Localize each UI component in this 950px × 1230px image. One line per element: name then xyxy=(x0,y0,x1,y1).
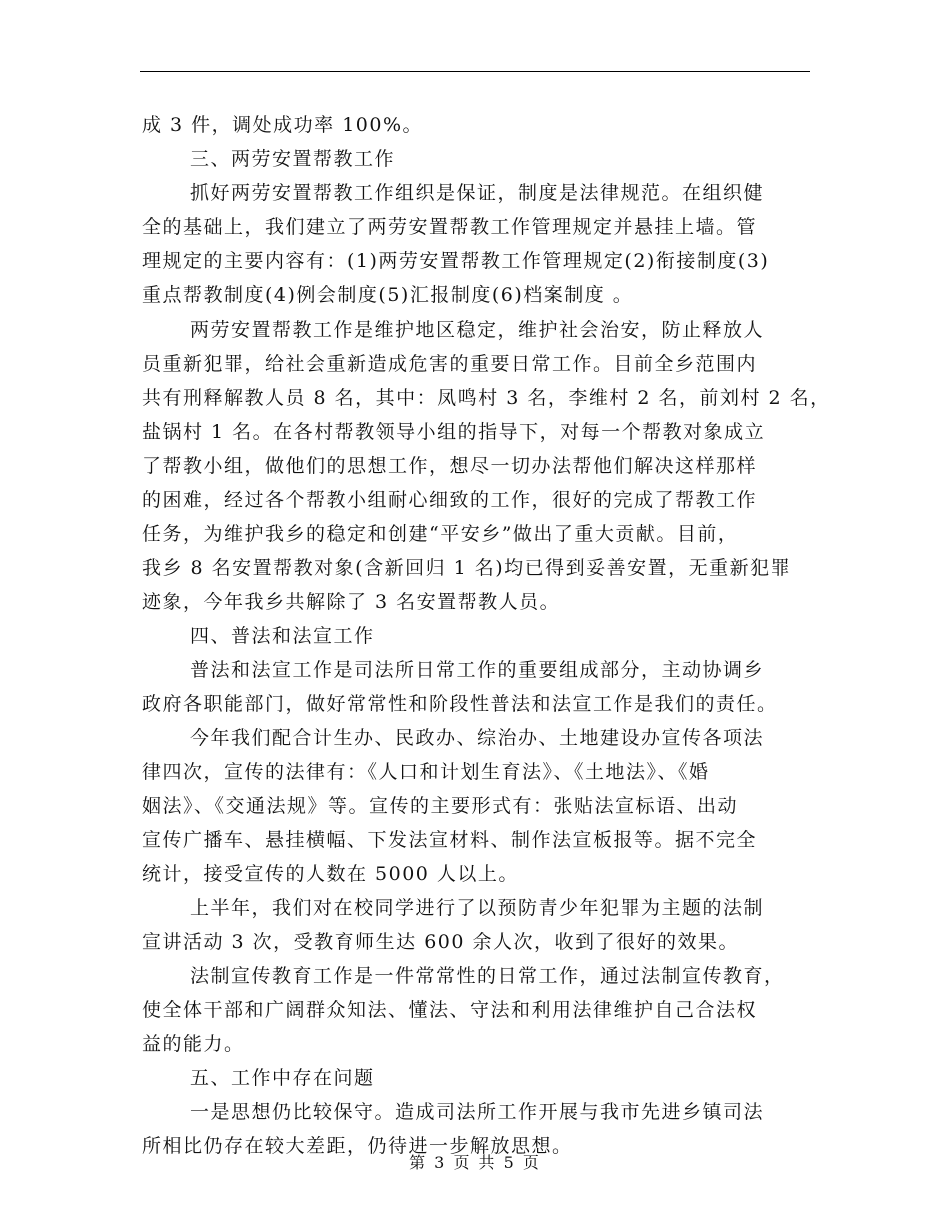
text-line: 共有刑释解教人员 8 名，其中：凤鸣村 3 名，李维村 2 名，前刘村 2 名， xyxy=(142,387,831,409)
text-line: 重点帮教制度(4)例会制度(5)汇报制度(6)档案制度 。 xyxy=(142,284,634,306)
text-line: 一是思想仍比较保守。造成司法所工作开展与我市先进乡镇司法 xyxy=(190,1101,765,1123)
text-line: 全的基础上，我们建立了两劳安置帮教工作管理规定并悬挂上墙。管 xyxy=(142,216,758,238)
section-heading: 三、两劳安置帮教工作 xyxy=(190,148,396,170)
text-line: 上半年，我们对在校同学进行了以预防青少年犯罪为主题的法制 xyxy=(190,897,765,919)
text-line: 普法和法宣工作是司法所日常工作的重要组成部分，主动协调乡 xyxy=(190,659,765,681)
text-line: 了帮教小组，做他们的思想工作，想尽一切办法帮他们解决这样那样 xyxy=(142,455,758,477)
text-line: 所相比仍存在较大差距，仍待进一步解放思想。 xyxy=(142,1135,573,1157)
text-line: 统计，接受宣传的人数在 5000 人以上。 xyxy=(142,863,519,885)
page-number: 第 3 页 共 5 页 xyxy=(409,1153,541,1172)
text-line: 姻法》、《交通法规》等。宣传的主要形式有：张贴法宣标语、出动 xyxy=(142,795,739,817)
text-line: 宣讲活动 3 次，受教育师生达 600 余人次，收到了很好的效果。 xyxy=(142,931,740,953)
section-heading: 五、工作中存在问题 xyxy=(190,1067,375,1089)
text-line: 理规定的主要内容有：(1)两劳安置帮教工作管理规定(2)衔接制度(3) xyxy=(142,250,770,272)
text-line: 的困难，经过各个帮教小组耐心细致的工作，很好的完成了帮教工作 xyxy=(142,489,758,511)
text-line: 盐锅村 1 名。在各村帮教领导小组的指导下，对每一个帮教对象成立 xyxy=(142,421,766,443)
text-line: 成 3 件，调处成功率 100%。 xyxy=(142,114,424,136)
text-line: 今年我们配合计生办、民政办、综治办、土地建设办宣传各项法 xyxy=(190,727,765,749)
text-line: 两劳安置帮教工作是维护地区稳定，维护社会治安，防止释放人 xyxy=(190,319,765,341)
text-line: 宣传广播车、悬挂横幅、下发法宣材料、制作法宣板报等。据不完全 xyxy=(142,829,758,851)
text-line: 律四次，宣传的法律有：《人口和计划生育法》、《土地法》、《婚 xyxy=(142,761,710,783)
text-line: 任务，为维护我乡的稳定和创建“平安乡”做出了重大贡献。目前， xyxy=(142,523,739,545)
text-line: 益的能力。 xyxy=(142,1033,245,1055)
text-line: 政府各职能部门，做好常常性和阶段性普法和法宣工作是我们的责任。 xyxy=(142,693,778,715)
text-line: 抓好两劳安置帮教工作组织是保证，制度是法律规范。在组织健 xyxy=(190,182,765,204)
text-line: 我乡 8 名安置帮教对象(含新回归 1 名)均已得到妥善安置，无重新犯罪 xyxy=(142,557,792,579)
text-line: 员重新犯罪，给社会重新造成危害的重要日常工作。目前全乡范围内 xyxy=(142,353,758,375)
text-line: 使全体干部和广阔群众知法、懂法、守法和利用法律维护自己合法权 xyxy=(142,999,758,1021)
text-line: 迹象，今年我乡共解除了 3 名安置帮教人员。 xyxy=(142,591,561,613)
text-line: 法制宣传教育工作是一件常常性的日常工作，通过法制宣传教育， xyxy=(190,965,785,987)
section-heading: 四、普法和法宣工作 xyxy=(190,625,375,647)
